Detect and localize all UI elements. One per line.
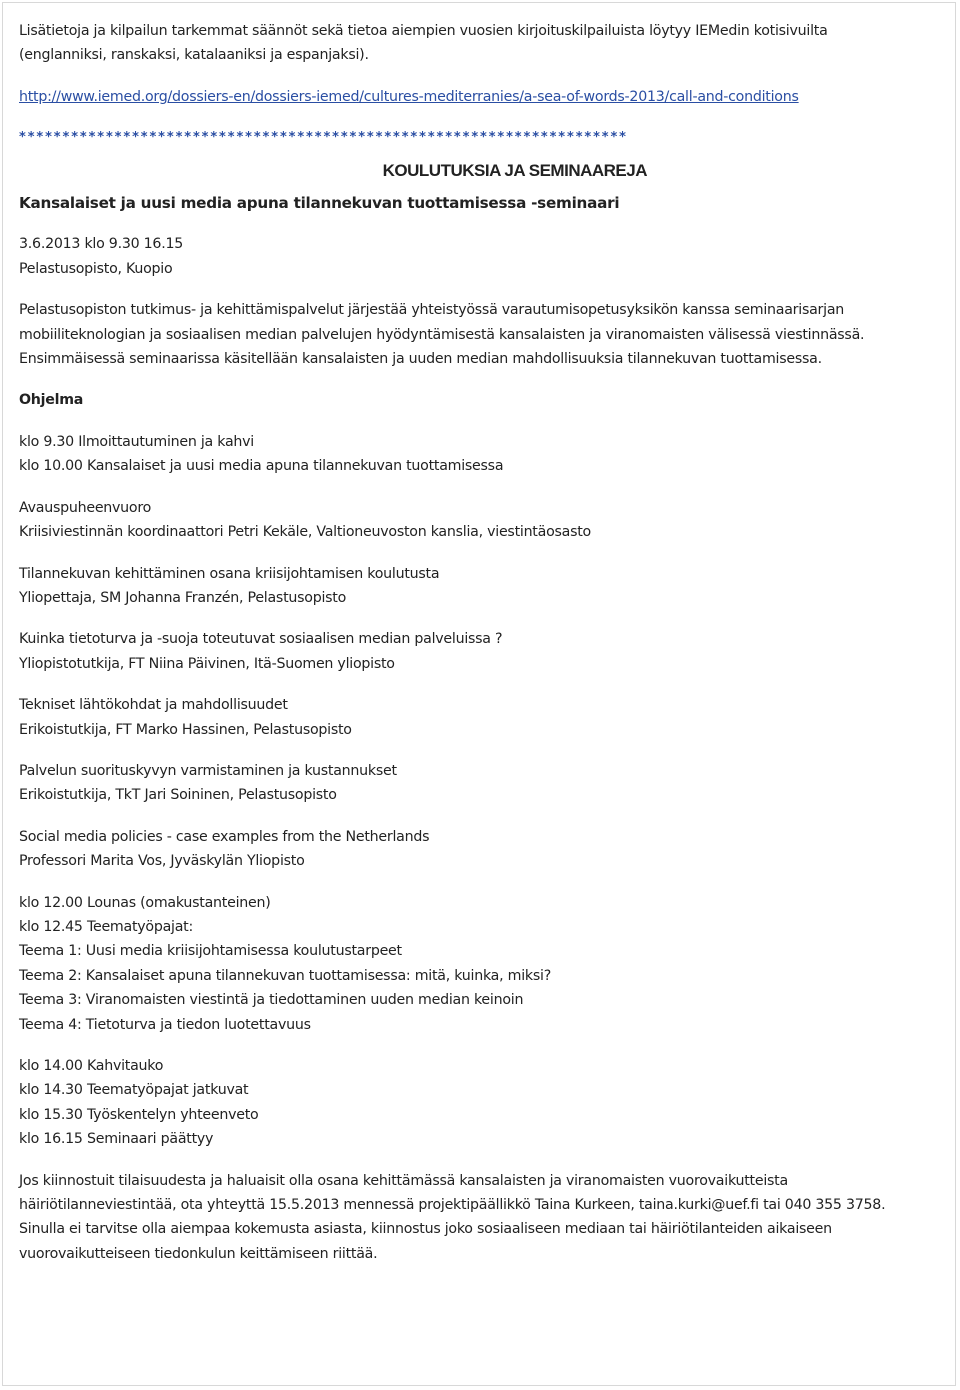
talk-speaker: Yliopettaja, SM Johanna Franzén, Pelastusopisto (19, 589, 347, 606)
talk-speaker: Erikoistutkija, FT Marko Hassinen, Pelastusopisto (19, 721, 352, 738)
program-item: klo 14.30 Teematyöpajat jatkuvat (19, 1082, 249, 1099)
talk-topic: Palvelun suorituskyvyn varmistaminen ja kustannukset (19, 762, 397, 779)
intro-text: Lisätietoja ja kilpailun tarkemmat säännöt sekä tietoa aiempien vuosien kirjoituskilpailuista löytyy IEMedin kotisivuilta (19, 23, 828, 39)
event-datetime: 3.6.2013 klo 9.30 16.15 (19, 236, 184, 253)
contact-text: Sinulla ei tarvitse olla aiempaa kokemusta asiasta, kiinnostus joko sosiaaliseen mediaan tai häiriötilanteiden aikaiseen (19, 1221, 832, 1238)
talk-topic: Tilannekuvan kehittäminen osana kriisijohtamisen koulutusta (19, 565, 440, 582)
program-item: klo 12.00 Lounas (omakustanteinen) (19, 894, 271, 911)
talk-topic: Tekniset lähtökohdat ja mahdollisuudet (19, 697, 288, 714)
program-item: klo 10.00 Kansalaiset ja uusi media apuna tilannekuvan tuottamisessa (19, 458, 504, 475)
program-item: klo 9.30 Ilmoittautuminen ja kahvi (19, 433, 255, 450)
talk-speaker: Professori Marita Vos, Jyväskylän Yliopisto (19, 853, 305, 870)
event-description: Ensimmäisessä seminaarissa käsitellään kansalaisten ja uuden median mahdollisuuksia tilannekuvan tuottamisessa. (19, 351, 822, 368)
talk-topic: Social media policies - case examples from the Netherlands (19, 828, 430, 845)
talk-speaker: Kriisiviestinnän koordinaattori Petri Kekäle, Valtioneuvoston kanslia, viestintäosasto (19, 524, 591, 541)
talk-topic: Kuinka tietoturva ja -suoja toteutuvat sosiaalisen median palveluissa ? (19, 631, 503, 648)
document-body (19, 19, 939, 1266)
program-item: klo 15.30 Työskentelyn yhteenveto (19, 1106, 259, 1123)
program-item: klo 12.45 Teematyöpajat: (19, 918, 194, 935)
separator: ********************************************************************** (19, 130, 628, 146)
contact-text: vuorovaikutteiseen tiedonkulun keittämiseen riittää. (19, 1245, 378, 1262)
workshop-theme: Teema 1: Uusi media kriisijohtamisessa koulutustarpeet (19, 943, 402, 960)
intro-text: (englanniksi, ranskaksi, katalaaniksi ja espanjaksi). (19, 47, 369, 64)
section-title: KOULUTUKSIA JA SEMINAAREJA (382, 160, 647, 180)
talk-topic: Avauspuheenvuoro (19, 499, 152, 516)
event-location: Pelastusopisto, Kuopio (19, 260, 173, 277)
event-title: Kansalaiset ja uusi media apuna tilannekuvan tuottamisessa -seminaari (19, 194, 620, 213)
event-description: mobiiliteknologian ja sosiaalisen median palvelujen hyödyntämisestä kansalaisten ja viranomaisten välisessä viestinnässä. (19, 326, 865, 343)
program-heading: Ohjelma (19, 392, 84, 409)
talk-speaker: Erikoistutkija, TkT Jari Soininen, Pelastusopisto (19, 787, 337, 804)
iemed-link[interactable]: http://www.iemed.org/dossiers-en/dossiers-iemed/cultures-mediterranies/a-sea-of-words-2013/call-and-conditions (19, 88, 799, 105)
talk-speaker: Yliopistotutkija, FT Niina Päivinen, Itä-Suomen yliopisto (19, 655, 395, 672)
workshop-theme: Teema 4: Tietoturva ja tiedon luotettavuus (19, 1016, 311, 1033)
workshop-theme: Teema 3: Viranomaisten viestintä ja tiedottaminen uuden median keinoin (19, 992, 524, 1009)
contact-text: Jos kiinnostuit tilaisuudesta ja haluaisit olla osana kehittämässä kansalaisten ja viranomaisten vuorovaikutteista (19, 1172, 788, 1189)
program-item: klo 14.00 Kahvitauko (19, 1058, 164, 1074)
event-description: Pelastusopiston tutkimus- ja kehittämispalvelut järjestää yhteistyössä varautumisopetusyksikön kanssa seminaarisarjan (19, 302, 845, 319)
contact-text: häiriötilanneviestintää, ota yhteyttä 15.5.2013 mennessä projektipäällikkö Taina Kurkeen, taina.kurki@uef.fi tai 040 355 3758. (19, 1197, 886, 1214)
program-item: klo 16.15 Seminaari päättyy (19, 1131, 214, 1148)
workshop-theme: Teema 2: Kansalaiset apuna tilannekuvan tuottamisessa: mitä, kuinka, miksi? (19, 967, 551, 984)
